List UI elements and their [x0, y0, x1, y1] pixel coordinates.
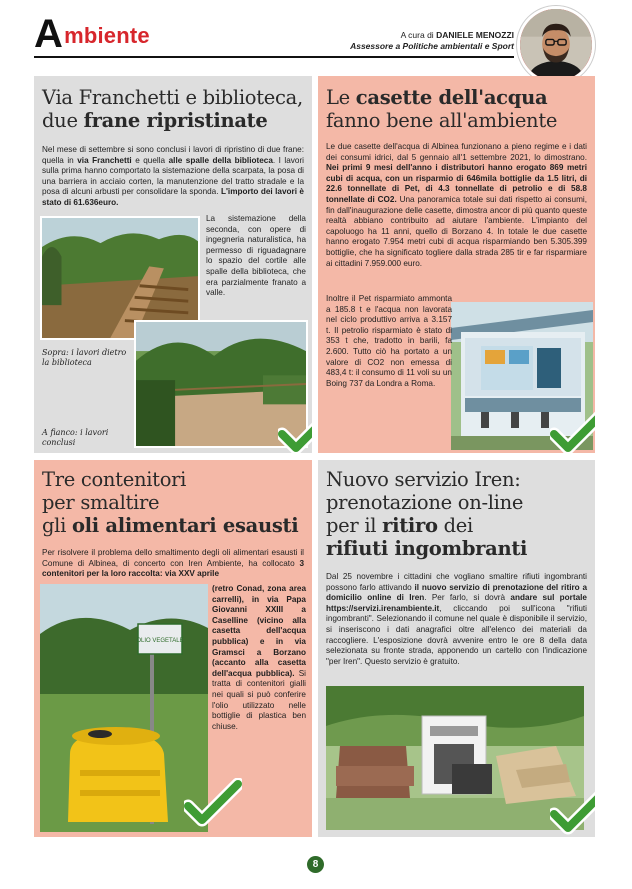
article-rifiuti-ingombranti	[318, 460, 595, 837]
title-bold: casette dell'acqua	[355, 86, 548, 109]
section-title-initial: A	[34, 12, 64, 56]
title-bold: ritiro	[382, 514, 438, 537]
title-bold: rifiuti ingombranti	[326, 537, 528, 560]
title-text: due	[42, 109, 84, 132]
article-oli-title	[42, 468, 304, 537]
caption-fianco: A fianco: i lavori conclusi	[42, 428, 109, 447]
article-iren-paragraph1	[326, 572, 587, 667]
paragraph-run: e quella	[131, 155, 169, 165]
title-line: Nuovo servizio Iren:	[326, 468, 521, 491]
section-title	[34, 14, 150, 54]
byline	[350, 30, 514, 52]
checkmark-icon	[278, 406, 312, 453]
title-line	[326, 537, 587, 560]
paragraph-run: Per risolvere il problema dello smaltimento degli oli alimentari esausti il Comune di Albinea, di concerto con Iren Ambiente, ha collocato	[42, 548, 304, 568]
paragraph-run: Una panoramica totale sui dati rispetto ai consumi, fin dall'inaugurazione delle casette, dimostra ancor di più quanto queste realtà abbiano contribuito ad aiutare l'ambiente. L'impianto del capoluogo ha 11 anni, quello di Borzano 4. In totale le due casette hanno erogato 7.954 metri cubi di acqua risparmiando ben 5.305.399 bottiglie, che ha significato togliere dalla strada 285 tir e far risparmiare ai cittadini 7.959.000 euro.	[326, 194, 587, 268]
caption-sopra: Sopra: i lavori dietro la biblioteca	[42, 348, 127, 367]
paragraph-bold-run: L'importo dei lavori è stato di 61.636euro.	[42, 187, 304, 207]
paragraph-bold-run: il nuovo servizio di prenotazione del ritiro a domicilio online di Iren	[326, 582, 588, 603]
article-oli-esausti	[34, 460, 312, 837]
title-text: per il	[326, 514, 383, 537]
title-line	[42, 514, 304, 537]
title-line: fanno bene all'ambiente	[326, 109, 558, 132]
sign-olio-vegetale: OLIO VEGETALE	[136, 638, 184, 644]
title-line: Via Franchetti e biblioteca,	[42, 86, 303, 109]
title-bold: oli alimentari esausti	[71, 514, 299, 537]
page-header	[0, 0, 632, 80]
article-iren-title	[326, 468, 587, 560]
paragraph-run: Dal 25 novembre i cittadini che vogliano smaltire rifiuti ingombranti possono farlo attivando	[326, 572, 587, 592]
paragraph-run: Le due casette dell'acqua di Albinea funzionano a pieno regime e i dati dei consumi idrici, dal 5 gennaio all'1 settembre 2021, lo dimostrano.	[326, 142, 587, 162]
article-frane	[34, 76, 312, 453]
article-oli-paragraph1	[42, 548, 304, 580]
title-text: gli	[42, 514, 72, 537]
title-line	[326, 86, 587, 109]
paragraph-bold-run: : via XXV aprile	[159, 569, 220, 579]
article-casette-title	[326, 86, 587, 132]
title-text: dei	[437, 514, 473, 537]
title-line	[326, 514, 587, 537]
paragraph-bold-run: (retro Conad, zona area carrelli), in via Papa Giovanni XXIII a Caselline (vicino alla casetta dell'acqua pubblica) e in via Gramsci a Borzano (accanto alla casetta dell'acqua pubblica).	[212, 584, 306, 678]
paragraph-bold-run: andare sul portale https://servizi.irenambiente.it	[326, 593, 587, 613]
article-casette-acqua	[318, 76, 595, 453]
paragraph-bold-run: via Franchetti	[77, 155, 132, 165]
title-line	[42, 109, 304, 132]
title-line: Tre contenitori	[42, 468, 187, 491]
paragraph-run: Si tratta di contenitori gialli nei quali si può conferire l'olio utilizzato nelle bottiglie di plastica ben chiuse.	[212, 668, 306, 731]
title-bold: frane ripristinate	[83, 109, 268, 132]
byline-role: Assessore a Politiche ambientali e Sport	[350, 41, 514, 51]
title-text: Le	[326, 86, 356, 109]
article-frane-title	[42, 86, 304, 132]
photo-contenitore-olio	[40, 584, 208, 832]
paragraph-bold-run: 3 contenitori per la loro raccolta	[42, 558, 304, 579]
checkmark-icon	[550, 406, 595, 453]
checkmark-icon	[184, 778, 242, 830]
page-number: 8	[307, 856, 324, 873]
paragraph-run: , cliccando poi sull'icona "rifiuti ingombranti". Selezionando il comune nel quale è disponibile il servizio, si inseriscono i dati anagrafici oltre all'elenco dei materiali da raccogliere. L'esposizione dovrà avvenire entro le ore 8 della data selezionata su fronte strada, apponendo un cartello con l'indicazione "per Iren". Questo servizio è gratuito.	[326, 603, 587, 666]
byline-author: DANIELE MENOZZI	[436, 30, 514, 40]
article-frane-paragraph2: La sistemazione della seconda, con opere di ingegneria naturalistica, ha permesso di riguadagnare lo spazio del cortile alle spalle della biblioteca, che era parzialmente franato a valle.	[206, 214, 306, 298]
paragraph-bold-run: alle spalle della biblioteca	[168, 155, 273, 165]
paragraph-run: . Per farlo, si dovrà	[424, 593, 511, 603]
article-casette-paragraph2: Inoltre il Pet risparmiato ammonta a 185.8 t e l'acqua non lavorata nel ciclo produttivo arriva a 3.157 t. Il petrolio risparmiato è stato di 353 t che, tradotto in barili, fa 2.600. Tutto ciò ha portato a un valore di CO2 non emessa di 483,4 t: il consumo di 11 voli su un Boing 737 da Londra a Roma.	[326, 294, 452, 388]
paragraph-run: . I lavori sulla prima hanno comportato la sistemazione della scarpata, la posa di una barriera in acciaio corten, la manutenzione del tratto stradale e la posa di alcuni arbusti per consolidare la sponda.	[42, 155, 304, 197]
title-line: prenotazione on-line	[326, 491, 524, 514]
article-oli-paragraph2	[212, 584, 306, 732]
paragraph-bold-run: Nei primi 9 mesi dell'anno i distributori hanno erogato 869 metri cubi di acqua, con un risparmio di 646mila bottiglie da 1.5 litri, di 22.6 tonnellate di Pet, di 4.3 tonnellate di petrolio e di 58.8 tonnellate di CO2.	[326, 163, 587, 204]
paragraph-run: Nel mese di settembre si sono conclusi i lavori di ripristino di due frane: quella in	[42, 145, 304, 165]
checkmark-icon	[550, 786, 595, 837]
author-avatar	[517, 6, 595, 84]
article-frane-paragraph1	[42, 145, 304, 209]
header-divider	[34, 56, 514, 58]
byline-prefix: A cura di	[400, 30, 434, 40]
section-title-rest: mbiente	[64, 23, 150, 48]
title-line: per smaltire	[42, 491, 160, 514]
photo-rifiuti-ingombranti	[326, 686, 584, 830]
article-casette-paragraph1	[326, 142, 587, 269]
